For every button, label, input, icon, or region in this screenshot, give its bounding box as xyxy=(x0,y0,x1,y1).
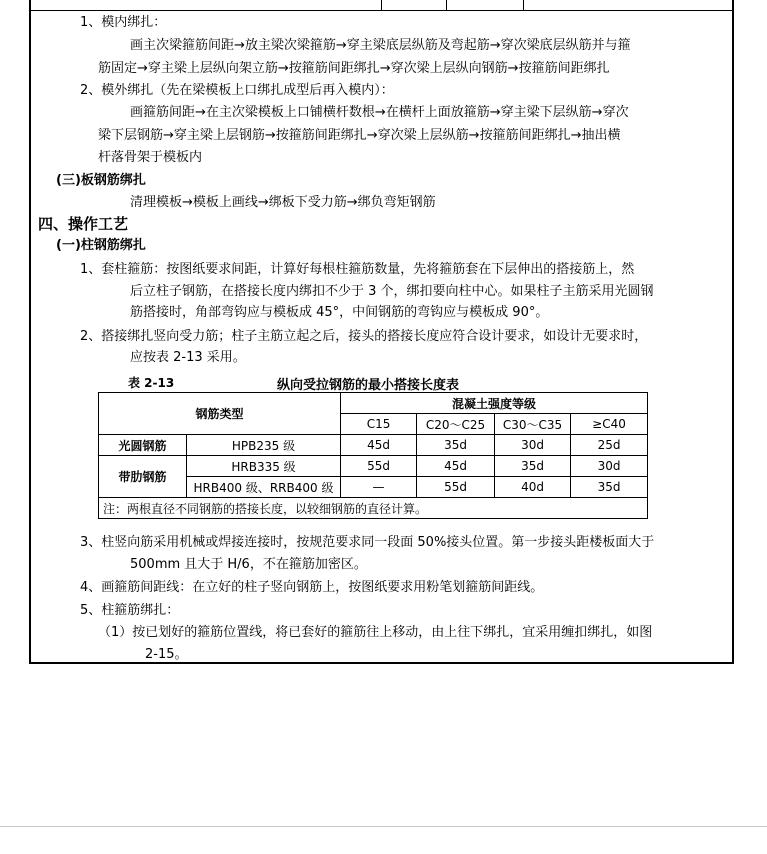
text-line: 3、柱竖向筋采用机械或焊接连接时，按规范要求同一段面 50%接头位置。第一步接头距楼板面大于 xyxy=(80,535,655,550)
table-cell: — xyxy=(341,477,417,498)
subheading: (一)柱钢筋绑扎 xyxy=(56,238,146,253)
top-cell-divider xyxy=(446,0,447,10)
text-line: 梁下层钢筋→穿主梁上层钢筋→按箍筋间距绑扎→穿次梁上层纵筋→按箍筋间距绑扎→抽出横 xyxy=(98,128,621,143)
table-cell: 25d xyxy=(571,435,648,456)
table-cell: 55d xyxy=(341,456,417,477)
text-line: 应按表 2-13 采用。 xyxy=(130,350,246,365)
text-line: 杆落骨架于模板内 xyxy=(98,150,203,165)
text-line: 2-15。 xyxy=(145,647,188,662)
top-rule xyxy=(31,10,732,11)
text-line: 2、模外绑扎（先在梁模板上口绑扎成型后再入模内）： xyxy=(80,83,394,98)
table-title: 纵向受拉钢筋的最小搭接长度表 xyxy=(277,378,460,393)
table-note: 注：两根直径不同钢筋的搭接长度，以较细钢筋的直径计算。 xyxy=(99,498,648,519)
header-concrete-grade: 混凝土强度等级 xyxy=(341,393,648,414)
text-line: 清理模板→模板上画线→绑板下受力筋→绑负弯矩钢筋 xyxy=(130,195,436,210)
group-plain-bars: 光圆钢筋 xyxy=(99,435,187,456)
text-line: 筋搭接时，角部弯钩应与模板成 45°，中间钢筋的弯钩应与模板成 90°。 xyxy=(130,305,549,320)
text-line: 后立柱子钢筋，在搭接长度内绑扣不少于 3 个，绑扣要向柱中心。如果柱子主筋采用光圆钢 xyxy=(130,284,654,299)
table-cell: 30d xyxy=(495,435,571,456)
page-bottom-rule xyxy=(0,826,767,827)
text-line: （1）按已划好的箍筋位置线，将已套好的箍筋往上移动，由上往下绑扎，宜采用缠扣绑扎，如图 xyxy=(98,625,653,640)
text-line: 500mm 且大于 H/6，不在箍筋加密区。 xyxy=(130,557,367,572)
text-line: 画箍筋间距→在主次梁模板上口铺横杆数根→在横杆上面放箍筋→穿主梁下层纵筋→穿次 xyxy=(130,105,629,120)
table-cell: 35d xyxy=(571,477,648,498)
top-cell-divider xyxy=(523,0,524,10)
text-line: 1、模内绑扎： xyxy=(80,15,167,30)
text-line: 画主次梁箍筋间距→放主梁次梁箍筋→穿主梁底层纵筋及弯起筋→穿次梁底层纵筋并与箍 xyxy=(130,38,631,53)
text-line: 4、画箍筋间距线：在立好的柱子竖向钢筋上，按图纸要求用粉笔划箍筋间距线。 xyxy=(80,580,544,595)
grade-header: ≥C40 xyxy=(571,414,648,435)
text-line: 5、柱箍筋绑扎： xyxy=(80,603,180,618)
top-cell-divider xyxy=(381,0,382,10)
table-cell: 45d xyxy=(341,435,417,456)
text-line: 筋固定→穿主梁上层纵向架立筋→按箍筋间距绑扎→穿次梁上层纵向钢筋→按箍筋间距绑扎 xyxy=(98,61,610,76)
table-cell: 55d xyxy=(417,477,495,498)
table-cell: 30d xyxy=(571,456,648,477)
table-number: 表 2-13 xyxy=(128,376,175,390)
table-cell: 40d xyxy=(495,477,571,498)
steel-grade: HRB400 级、RRB400 级 xyxy=(187,477,341,498)
table-cell: 35d xyxy=(495,456,571,477)
section-heading: 四、操作工艺 xyxy=(38,215,129,233)
steel-grade: HPB235 级 xyxy=(187,435,341,456)
table-cell: 45d xyxy=(417,456,495,477)
steel-grade: HRB335 级 xyxy=(187,456,341,477)
header-steel-type: 钢筋类型 xyxy=(99,393,341,435)
grade-header: C30～C35 xyxy=(495,414,571,435)
grade-header: C15 xyxy=(341,414,417,435)
lap-length-table xyxy=(98,392,648,519)
text-line: 1、套柱箍筋：按图纸要求间距，计算好每根柱箍筋数量，先将箍筋套在下层伸出的搭接筋上，然 xyxy=(80,262,635,277)
text-line: 2、搭接绑扎竖向受力筋；柱子主筋立起之后，接头的搭接长度应符合设计要求，如设计无要求时， xyxy=(80,329,648,344)
table-cell: 35d xyxy=(417,435,495,456)
grade-header: C20～C25 xyxy=(417,414,495,435)
group-ribbed-bars: 带肋钢筋 xyxy=(99,456,187,498)
subheading: (三)板钢筋绑扎 xyxy=(56,173,146,188)
